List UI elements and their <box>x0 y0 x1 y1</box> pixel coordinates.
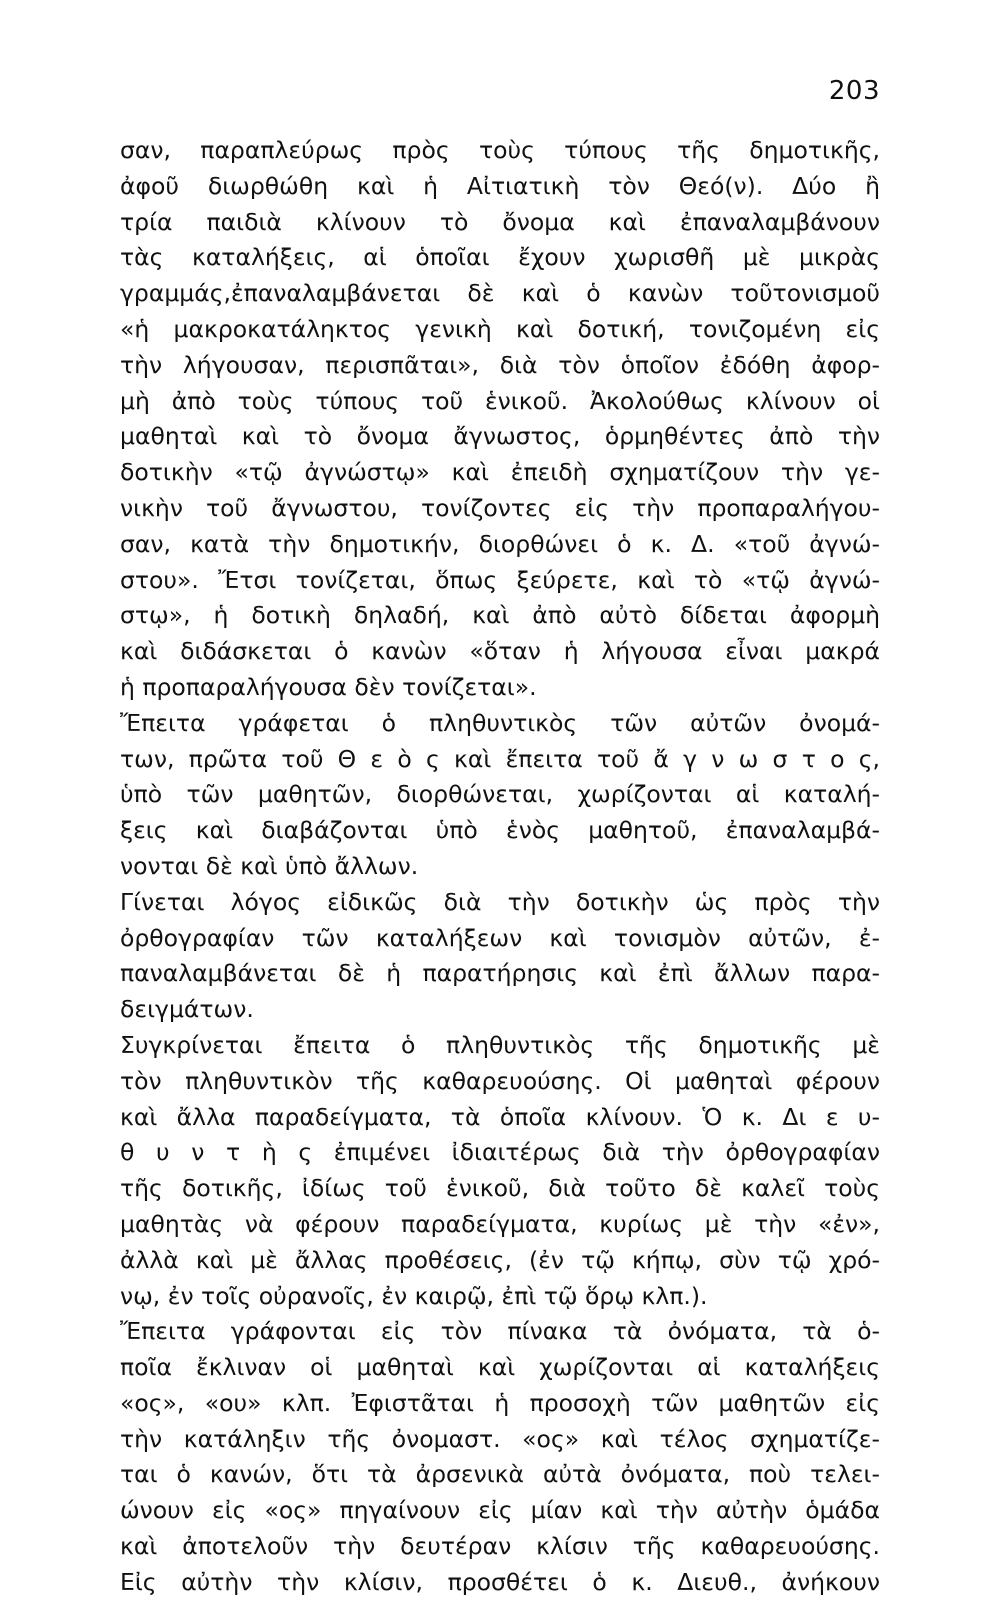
text-line: Ἔπειτα γράφεται ὁ πληθυντικὸς τῶν αὐτῶν ὀνομά- <box>120 708 880 737</box>
text-line: των, πρῶτα τοῦ Θ ε ὸ ς καὶ ἔπειτα τοῦ ἄ γ ν ω σ τ ο ς, <box>120 744 880 773</box>
text-line: σαν, κατὰ τὴν δημοτικήν, διορθώνει ὁ κ. Δ. «τοῦ ἀγνώ- <box>120 529 880 558</box>
text-line: καὶ ἄλλα παραδείγματα, τὰ ὁποῖα κλίνουν. Ὁ κ. Δι ε υ- <box>120 1102 880 1131</box>
text-line: «ος», «ου» κλπ. Ἐφιστᾶται ἡ προσοχὴ τῶν μαθητῶν εἰς <box>120 1388 880 1417</box>
page-number: 203 <box>828 76 880 106</box>
text-line: ἀλλὰ καὶ μὲ ἄλλας προθέσεις, (ἐν τῷ κήπῳ, σὺν τῷ χρό- <box>120 1245 880 1274</box>
text-line: «ἡ μακροκατάληκτος γενικὴ καὶ δοτική, τονιζομένη εἰς <box>120 314 880 343</box>
text-line: ὀρθογραφίαν τῶν καταλήξεων καὶ τονισμὸν αὐτῶν, ἐ- <box>120 923 880 952</box>
text-line: στου». Ἔτσι τονίζεται, ὅπως ξεύρετε, καὶ τὸ «τῷ ἀγνώ- <box>120 565 880 594</box>
text-line: δειγμάτων. <box>120 995 254 1024</box>
text-line: παναλαμβάνεται δὲ ἡ παρατήρησις καὶ ἐπὶ ἄλλων παρα- <box>120 959 880 988</box>
text-line: ξεις καὶ διαβάζονται ὑπὸ ἑνὸς μαθητοῦ, ἐπαναλαμβά- <box>120 816 880 845</box>
text-line: τὸν πληθυντικὸν τῆς καθαρευούσης. Οἱ μαθηταὶ φέρουν <box>120 1066 880 1095</box>
text-line: τρία παιδιὰ κλίνουν τὸ ὄνομα καὶ ἐπαναλαμβάνουν <box>120 207 880 236</box>
text-line: καὶ ἀποτελοῦν τὴν δευτέραν κλίσιν τῆς καθαρευούσης. <box>120 1532 880 1561</box>
text-line: ώνουν εἰς «ος» πηγαίνουν εἰς μίαν καὶ τὴν αὐτὴν ὁμάδα <box>120 1496 880 1525</box>
text-line: στῳ», ἡ δοτικὴ δηλαδή, καὶ ἀπὸ αὐτὸ δίδεται ἀφορμὴ <box>120 601 880 630</box>
text-line: μαθηταὶ καὶ τὸ ὄνομα ἄγνωστος, ὁρμηθέντες ἀπὸ τὴν <box>120 422 880 451</box>
text-line: ται ὁ κανών, ὅτι τὰ ἀρσενικὰ αὐτὰ ὀνόματα, ποὺ τελει- <box>120 1460 880 1489</box>
text-line: ὑπὸ τῶν μαθητῶν, διορθώνεται, χωρίζονται αἱ καταλή- <box>120 780 880 809</box>
text-line: θ υ ν τ ὴ ς ἐπιμένει ἰδιαιτέρως διὰ τὴν ὀρθογραφίαν <box>120 1138 880 1167</box>
text-line: καὶ διδάσκεται ὁ κανὼν «ὅταν ἡ λήγουσα εἶναι μακρά <box>120 637 880 666</box>
text-line: ἡ προπαραλήγουσα δὲν τονίζεται». <box>120 672 537 701</box>
text-line: μαθητὰς νὰ φέρουν παραδείγματα, κυρίως μὲ τὴν «ἐν», <box>120 1209 880 1238</box>
text-line: σαν, παραπλεύρως πρὸς τοὺς τύπους τῆς δημοτικῆς, <box>120 136 880 164</box>
text-line: δοτικὴν «τῷ ἀγνώστῳ» καὶ ἐπειδὴ σχηματίζουν τὴν γε- <box>120 458 880 487</box>
text-line: Ἔπειτα γράφονται εἰς τὸν πίνακα τὰ ὀνόματα, τὰ ὁ- <box>120 1317 880 1346</box>
body-text <box>120 133 880 1601</box>
text-line: νῳ, ἐν τοῖς οὐρανοῖς, ἐν καιρῷ, ἐπὶ τῷ ὅρῳ κλπ.). <box>120 1281 708 1310</box>
text-line: τὴν λήγουσαν, περισπᾶται», διὰ τὸν ὁποῖον ἐδόθη ἀφορ- <box>120 350 880 379</box>
text-line: Συγκρίνεται ἔπειτα ὁ πληθυντικὸς τῆς δημοτικῆς μὲ <box>120 1030 880 1059</box>
text-line: νονται δὲ καὶ ὑπὸ ἄλλων. <box>120 851 419 880</box>
text-line: τὴν κατάληξιν τῆς ὀνομαστ. «ος» καὶ τέλος σχηματίζε- <box>120 1424 880 1453</box>
text-line: τὰς καταλήξεις, αἱ ὁποῖαι ἔχουν χωρισθῆ μὲ μικρὰς <box>120 243 880 272</box>
text-line: νικὴν τοῦ ἄγνωστου, τονίζοντες εἰς τὴν προπαραλήγου- <box>120 493 880 522</box>
text-line: Γίνεται λόγος εἰδικῶς διὰ τὴν δοτικὴν ὡς πρὸς τὴν <box>120 887 880 916</box>
text-line: ἀφοῦ διωρθώθη καὶ ἡ Αἰτιατικὴ τὸν Θεό(ν). Δύο ἢ <box>120 171 880 200</box>
text-line: τῆς δοτικῆς, ἰδίως τοῦ ἑνικοῦ, διὰ τοῦτο δὲ καλεῖ τοὺς <box>120 1174 880 1203</box>
text-line: γραμμάς,ἐπαναλαμβάνεται δὲ καὶ ὁ κανὼν τοῦτονισμοῦ <box>120 279 880 308</box>
text-line: ποῖα ἔκλιναν οἱ μαθηταὶ καὶ χωρίζονται αἱ καταλήξεις <box>120 1353 880 1382</box>
text-line: Εἰς αὐτὴν τὴν κλίσιν, προσθέτει ὁ κ. Διευθ., ἀνήκουν <box>120 1567 880 1596</box>
text-line: μὴ ἀπὸ τοὺς τύπους τοῦ ἑνικοῦ. Ἀκολούθως κλίνουν οἱ <box>120 386 880 415</box>
